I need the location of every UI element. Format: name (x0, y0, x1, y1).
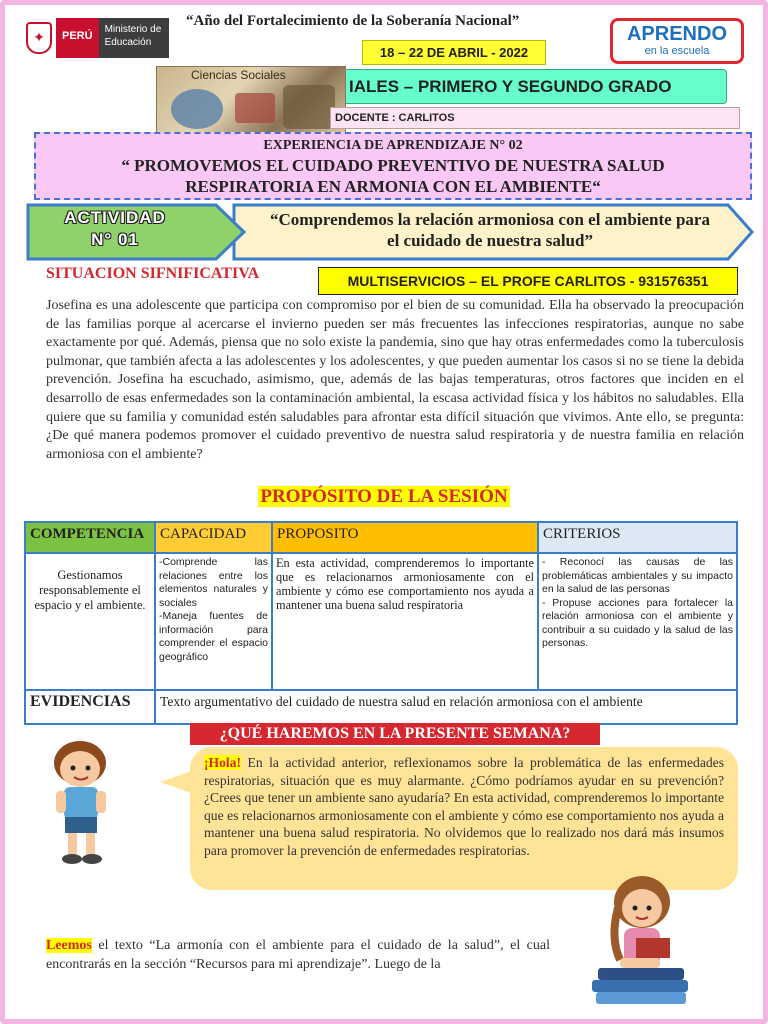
aprendo-logo (610, 18, 744, 64)
semana-heading: ¿QUÉ HAREMOS EN LA PRESENTE SEMANA? (190, 723, 600, 745)
year-title: “Año del Fortalecimiento de la Soberanía Nacional” (186, 13, 520, 29)
evidencias-text: Texto argumentativo del cuidado de nuestra salud en relación armoniosa con el ambiente (155, 690, 737, 724)
bubble-text (204, 754, 724, 859)
bubble-tail (160, 770, 194, 794)
evidencias-label: EVIDENCIAS (25, 690, 155, 724)
situacion-text: Josefina es una adolescente que participa con compromiso por el bien de su comunidad. Ella ha observado la preocupación de las familias porque al acercarse el invierno pueden ser más frecuentes las infecciones respiratorias, aunque no sabe exactamente por qué. Además, piensa que no solo existe la pandemia, sino que hay otras enfermedades como la tuberculosis pulmonar, que también afecta a las adolescentes y los adolescentes, y que pueden aumentar los casos si no se tiene la debida prevención. Josefina ha escuchado, asimismo, que, además de las bajas temperaturas, otros factores que inciden en el desarrollo de esas enfermedades son la contaminación ambiental, la escasa actividad física y los hábitos no saludables. Ella quiere que su familia y comunidad estén saludables para afrontar esta difícil situación que vivimos. Ante ello, se pregunta: ¿De qué manera podemos promover el cuidado preventivo de nuestra salud respiratoria y de nuestra familia en relación armoniosa con el ambiente? (46, 298, 744, 462)
competencias-table (24, 521, 738, 725)
logo-ministry: Ministerio de Educación (99, 18, 169, 58)
table-row (25, 553, 737, 690)
ministry-logo (26, 18, 169, 58)
header-capacidad: CAPACIDAD (155, 522, 272, 553)
cell-competencia: Gestionamos responsablemente el espacio y el ambiente. (25, 553, 155, 690)
activity-label-line2: N° 01 (91, 230, 139, 249)
cell-criterios: - Reconocí las causas de las problemáticas ambientales y su impacto en la salud de las personas - Propuse acciones para fortalecer la relación armoniosa con el ambiente y contribuir a su cuidado y la salud de las personas. (538, 553, 737, 690)
hola-highlight: ¡Hola! (204, 755, 241, 770)
experiencia-box (34, 132, 752, 200)
cell-proposito: En esta actividad, comprenderemos lo importante que es relacionarnos armoniosamente con el ambiente y cómo ese comportamiento nos ayuda a mantener una buena salud respiratoria (272, 553, 538, 690)
course-image-title: Ciencias Sociales (191, 68, 286, 82)
course-bar: IALES – PRIMERO Y SEGUNDO GRADO (160, 69, 727, 104)
boy-illustration (38, 737, 128, 867)
globe-shape (171, 89, 223, 129)
activity-label-line1: ACTIVIDAD (64, 208, 166, 227)
promo-banner: MULTISERVICIOS – EL PROFE CARLITOS - 931576351 (318, 267, 738, 295)
bubble-body: En la actividad anterior, reflexionamos sobre la problemática de las enfermedades respiratorias, situación que es muy alarmante. ¿Cómo podríamos ayudar en su prevención? ¿Crees que tener un ambiente sano ayudaría? En esta actividad, comprenderemos lo importante que es relacionarnos armoniosamente con el ambiente y cómo ese comportamiento nos ayuda a mantener una buena salud respiratoria. No olvidemos que lo realizado nos dará más insumos para promover la prevención de enfermedades respiratorias. (204, 755, 724, 858)
leemos-highlight: Leemos (46, 938, 92, 953)
cell-capacidad: -Comprende las relaciones entre los elementos naturales y sociales -Maneja fuentes de información para comprender el espacio geográfico (155, 553, 272, 690)
activity-label (40, 207, 190, 251)
proposito-heading (0, 486, 768, 508)
header-criterios: CRITERIOS (538, 522, 737, 553)
brand-main: APRENDO (626, 23, 727, 45)
ciencias-sociales-image (156, 66, 346, 134)
brand-sub: en la escuela (644, 45, 710, 57)
situacion-heading: SITUACION SIFNIFICATIVA (46, 265, 260, 282)
girl-reading-illustration (584, 868, 704, 1008)
proposito-heading-text: PROPÓSITO DE LA SESIÓN (260, 486, 508, 507)
table-row-evidencias (25, 690, 737, 724)
leemos-text (46, 936, 550, 974)
experiencia-number: EXPERIENCIA DE APRENDIZAJE N° 02 (263, 138, 523, 153)
logo-country: PERÚ (56, 18, 99, 58)
activity-title: “Comprendemos la relación armoniosa con el ambiente para el cuidado de nuestra salud” (270, 210, 710, 250)
experiencia-title-line2: RESPIRATORIA EN ARMONIA CON EL AMBIENTE“ (185, 177, 601, 196)
experiencia-title-line1: “ PROMOVEMOS EL CUIDADO PREVENTIVO DE NUESTRA SALUD (121, 156, 665, 175)
peru-shield-icon: ✦ (26, 22, 52, 54)
header-competencia: COMPETENCIA (25, 522, 155, 553)
leemos-body: el texto “La armonía con el ambiente para el cuidado de la salud”, el cual encontrarás en la sección “Recursos para mi aprendizaje”. Luego de la (46, 938, 550, 972)
date-range: 18 – 22 DE ABRIL - 2022 (362, 40, 546, 65)
teacher-label: DOCENTE : CARLITOS (330, 107, 740, 129)
header-proposito: PROPOSITO (272, 522, 538, 553)
table-header-row (25, 522, 737, 553)
photo-shape (235, 93, 275, 123)
map-shape (283, 85, 335, 129)
